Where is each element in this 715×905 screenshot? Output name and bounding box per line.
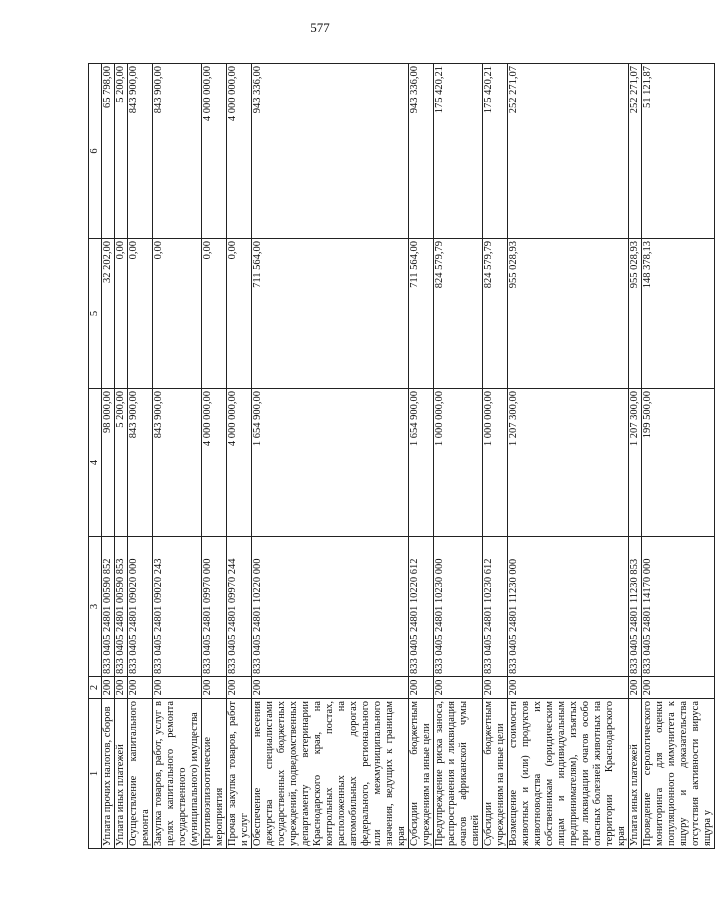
row-col2: 200 xyxy=(434,677,483,699)
row-amount-5: 0,00 xyxy=(202,239,227,389)
row-amount-6: 843 900,00 xyxy=(128,64,153,239)
row-amount-4: 1 207 300,00 xyxy=(629,389,642,537)
row-col2: 200 xyxy=(102,677,115,699)
row-name: Предупреждение риска заноса, распространения и ликвидация очагов африканской чумы свиней xyxy=(434,699,483,849)
row-code: 833 0405 24801 14170 000 xyxy=(642,537,715,677)
row-amount-5: 955 028,93 xyxy=(508,239,629,389)
row-code: 833 0405 24801 11230 853 xyxy=(629,537,642,677)
row-name: Обеспечение несения дежурства специалистами государственных бюджетных учреждений, подведомственных департаменту ветеринарии Краснодарского края, на контрольных постах, расположенных на автомобильных дорогах федерального, регионального или межмуниципального значения, ведущих к границам края xyxy=(252,699,409,849)
table-row xyxy=(202,64,227,849)
table-row xyxy=(642,64,715,849)
row-code: 833 0405 24801 09970 000 xyxy=(202,537,227,677)
row-name: Субсидии бюджетным учреждениям на иные цели xyxy=(483,699,508,849)
header-cell: 4 xyxy=(89,389,102,537)
row-name: Противоэпизоотические мероприятия xyxy=(202,699,227,849)
budget-table xyxy=(88,63,715,849)
row-name: Проведение серологического мониторинга для оценки популяционного иммунитета к ящуру и доказательства отсутствия активности вируса ящура у xyxy=(642,699,715,849)
header-cell: 5 xyxy=(89,239,102,389)
row-amount-6: 65 798,00 xyxy=(102,64,115,239)
row-name: Возмещение стоимости животных и (или) продуктов животноводства их собственникам (юридическим лицам и индивидуальным предпринимателям), изъятых при ликвидации очагов особо опасных болезней животных на территории Краснодарского края xyxy=(508,699,629,849)
row-name: Осуществление капитального ремонта xyxy=(128,699,153,849)
row-amount-6: 4 000 000,00 xyxy=(202,64,227,239)
row-col2: 200 xyxy=(409,677,434,699)
row-amount-5: 955 028,93 xyxy=(629,239,642,389)
rotated-table-container xyxy=(88,64,713,849)
row-name: Уплата иных платежей xyxy=(115,699,128,849)
row-amount-5: 0,00 xyxy=(153,239,202,389)
row-amount-6: 51 121,87 xyxy=(642,64,715,239)
row-amount-5: 824 579,79 xyxy=(483,239,508,389)
row-amount-5: 711 564,00 xyxy=(409,239,434,389)
row-amount-4: 1 000 000,00 xyxy=(434,389,483,537)
table-row xyxy=(227,64,252,849)
row-col2: 200 xyxy=(508,677,629,699)
row-code: 833 0405 24801 09020 000 xyxy=(128,537,153,677)
row-amount-5: 0,00 xyxy=(115,239,128,389)
row-name: Закупка товаров, работ, услуг в целях капитального ремонта государственного (муниципального) имущества xyxy=(153,699,202,849)
row-col2: 200 xyxy=(202,677,227,699)
row-amount-4: 5 200,00 xyxy=(115,389,128,537)
row-col2: 200 xyxy=(483,677,508,699)
row-amount-5: 148 378,13 xyxy=(642,239,715,389)
table-row xyxy=(102,64,115,849)
row-col2: 200 xyxy=(128,677,153,699)
row-code: 833 0405 24801 00590 853 xyxy=(115,537,128,677)
row-code: 833 0405 24801 00590 852 xyxy=(102,537,115,677)
row-amount-6: 175 420,21 xyxy=(434,64,483,239)
table-row xyxy=(508,64,629,849)
row-amount-4: 199 500,00 xyxy=(642,389,715,537)
rotated-table-area xyxy=(88,64,713,849)
row-amount-6: 5 200,00 xyxy=(115,64,128,239)
row-name: Уплата прочих налогов, сборов xyxy=(102,699,115,849)
table-row xyxy=(483,64,508,849)
row-name: Прочая закупка товаров, работ и услуг xyxy=(227,699,252,849)
header-cell: 6 xyxy=(89,64,102,239)
row-amount-5: 0,00 xyxy=(227,239,252,389)
row-col2: 200 xyxy=(153,677,202,699)
row-amount-4: 843 900,00 xyxy=(153,389,202,537)
row-amount-6: 4 000 000,00 xyxy=(227,64,252,239)
row-amount-4: 1 654 900,00 xyxy=(409,389,434,537)
row-col2: 200 xyxy=(629,677,642,699)
table-row xyxy=(434,64,483,849)
row-amount-4: 4 000 000,00 xyxy=(227,389,252,537)
row-amount-4: 1 207 300,00 xyxy=(508,389,629,537)
row-amount-4: 98 000,00 xyxy=(102,389,115,537)
row-amount-6: 252 271,07 xyxy=(629,64,642,239)
row-amount-6: 252 271,07 xyxy=(508,64,629,239)
row-amount-5: 0,00 xyxy=(128,239,153,389)
row-amount-4: 843 900,00 xyxy=(128,389,153,537)
row-code: 833 0405 24801 10220 612 xyxy=(409,537,434,677)
table-row xyxy=(252,64,409,849)
row-amount-6: 843 900,00 xyxy=(153,64,202,239)
row-code: 833 0405 24801 10230 000 xyxy=(434,537,483,677)
row-col2: 200 xyxy=(642,677,715,699)
row-name: Субсидии бюджетным учреждениям на иные цели xyxy=(409,699,434,849)
row-amount-6: 175 420,21 xyxy=(483,64,508,239)
row-code: 833 0405 24801 10220 000 xyxy=(252,537,409,677)
table-row xyxy=(409,64,434,849)
table-row xyxy=(629,64,642,849)
row-amount-4: 4 000 000,00 xyxy=(202,389,227,537)
row-amount-4: 1 000 000,00 xyxy=(483,389,508,537)
page-number: 577 xyxy=(310,20,330,35)
header-cell: 2 xyxy=(89,677,102,699)
row-amount-6: 943 336,00 xyxy=(409,64,434,239)
table-row xyxy=(128,64,153,849)
row-amount-6: 943 336,00 xyxy=(252,64,409,239)
header-cell: 1 xyxy=(89,699,102,849)
header-cell: 3 xyxy=(89,537,102,677)
table-row xyxy=(153,64,202,849)
row-amount-5: 711 564,00 xyxy=(252,239,409,389)
row-col2: 200 xyxy=(115,677,128,699)
row-code: 833 0405 24801 09020 243 xyxy=(153,537,202,677)
row-name: Уплата иных платежей xyxy=(629,699,642,849)
row-col2: 200 xyxy=(227,677,252,699)
row-amount-5: 32 202,00 xyxy=(102,239,115,389)
row-code: 833 0405 24801 09970 244 xyxy=(227,537,252,677)
row-amount-4: 1 654 900,00 xyxy=(252,389,409,537)
header-row xyxy=(89,64,102,849)
table-row xyxy=(115,64,128,849)
row-col2: 200 xyxy=(252,677,409,699)
row-code: 833 0405 24801 11230 000 xyxy=(508,537,629,677)
row-code: 833 0405 24801 10230 612 xyxy=(483,537,508,677)
row-amount-5: 824 579,79 xyxy=(434,239,483,389)
